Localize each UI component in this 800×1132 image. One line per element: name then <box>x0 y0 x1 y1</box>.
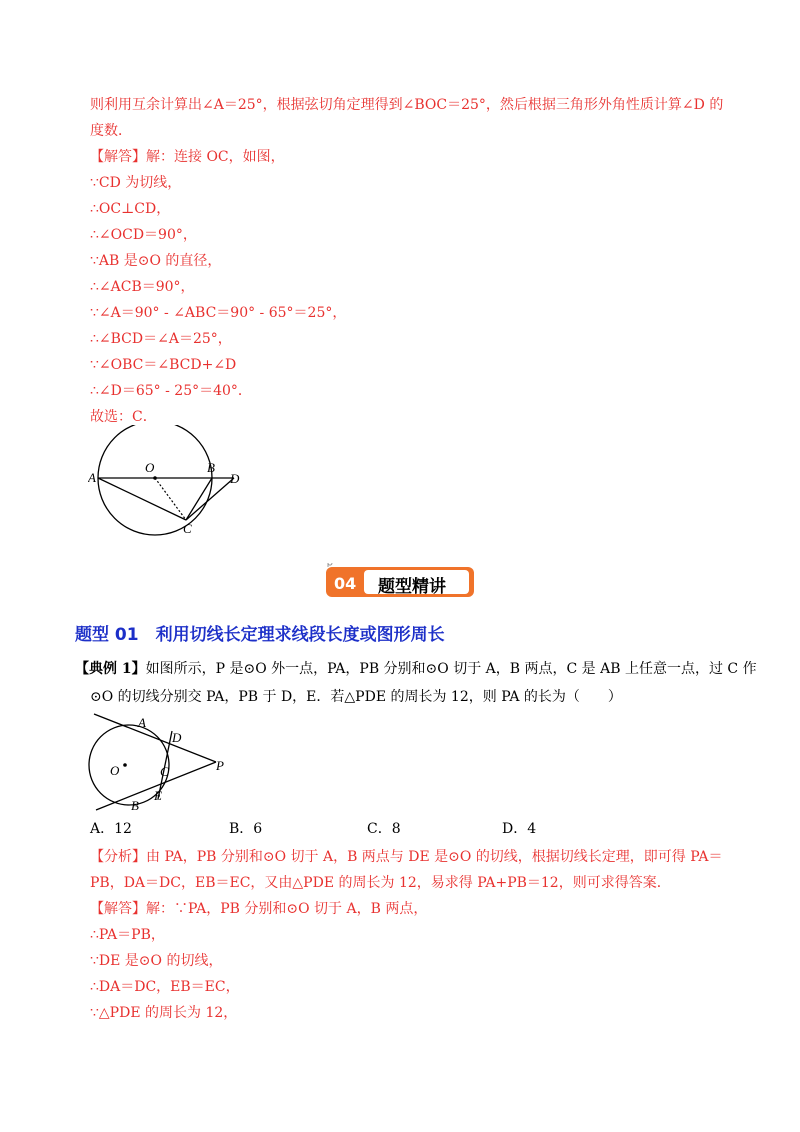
section-title: 题型 01 利用切线长定理求线段长度或图形周长 <box>75 625 445 645</box>
label-b: B <box>207 460 215 475</box>
label-o: O <box>110 763 120 778</box>
text-line: 故选：C． <box>90 409 157 425</box>
label-a: A <box>88 470 96 485</box>
example-tag: 【典例 1】 <box>75 661 146 677</box>
choice-d[interactable]: D．4 <box>502 821 537 837</box>
segment-oc-dashed <box>155 478 186 520</box>
text-line: ∴∠ACB＝90°， <box>90 279 195 295</box>
example-text-1: 如图所示，P 是⊙O 外一点，PA，PB 分别和⊙O 切于 A，B 两点，C 是 AB 上任意一点，过 C 作 <box>145 661 757 677</box>
geometry-figure-tangent-lengths <box>88 710 238 815</box>
label-d: D <box>230 471 240 486</box>
text-line: ∴OC⊥CD， <box>90 201 171 217</box>
text-line: 【解答】解：连接 OC，如图， <box>90 149 285 165</box>
text-line: ∵∠OBC＝∠BCD+∠D <box>90 357 237 373</box>
text-line: 度数． <box>90 123 132 139</box>
text-line: ∴∠OCD＝90°， <box>90 227 197 243</box>
text-line: 【解答】解：∵PA，PB 分别和⊙O 切于 A，B 两点， <box>90 901 428 917</box>
choice-c[interactable]: C．8 <box>367 821 401 837</box>
choice-b[interactable]: B．6 <box>229 821 263 837</box>
label-o: O <box>145 460 155 475</box>
text-line: ∴PA＝PB， <box>90 927 165 943</box>
banner-number: 04 <box>334 574 357 593</box>
text-line: 则利用互余计算出∠A＝25°，根据弦切角定理得到∠BOC＝25°，然后根据三角形外角性质计算∠D 的 <box>90 97 724 113</box>
text-line: ∵△PDE 的周长为 12， <box>90 1005 238 1021</box>
label-d: D <box>172 730 182 745</box>
label-c: C <box>183 521 192 536</box>
center-dot <box>123 763 127 767</box>
choice-a[interactable]: A．12 <box>90 821 132 837</box>
example-line-2: ⊙O 的切线分别交 PA，PB 于 D，E．若△PDE 的周长为 12，则 PA 的长为（ ） <box>90 689 622 705</box>
tangent-pa <box>94 714 216 762</box>
banner-text: 题型精讲 <box>378 577 446 597</box>
geometry-figure-circle-tangent <box>88 425 258 540</box>
text-line: ∵DE 是⊙O 的切线， <box>90 953 223 969</box>
text-line: ∵AB 是⊙O 的直径， <box>90 253 222 269</box>
text-line: ∴DA＝DC，EB＝EC， <box>90 979 240 995</box>
label-e: E <box>154 788 162 803</box>
text-line: ∴∠BCD＝∠A＝25°， <box>90 331 232 347</box>
text-line: ∵CD 为切线， <box>90 175 182 191</box>
example-line-1 <box>75 656 757 682</box>
label-p: P <box>216 758 224 773</box>
center-dot <box>153 476 157 480</box>
label-c: C <box>160 764 169 779</box>
text-line: ∴∠D＝65° - 25°＝40°． <box>90 383 252 399</box>
circle-o <box>98 425 212 535</box>
label-b: B <box>131 798 139 813</box>
text-line: PB，DA＝DC，EB＝EC，又由△PDE 的周长为 12，易求得 PA+PB＝12，则可求得答案． <box>90 875 671 891</box>
answer-choices <box>90 818 650 842</box>
text-line: ∵∠A＝90° - ∠ABC＝90° - 65°＝25°， <box>90 305 347 321</box>
tangent-cd <box>186 478 234 520</box>
section-banner <box>324 563 476 601</box>
text-line: 【分析】由 PA，PB 分别和⊙O 切于 A，B 两点与 DE 是⊙O 的切线，根据切线长定理，即可得 PA＝ <box>90 849 723 865</box>
label-a: A <box>138 715 146 730</box>
